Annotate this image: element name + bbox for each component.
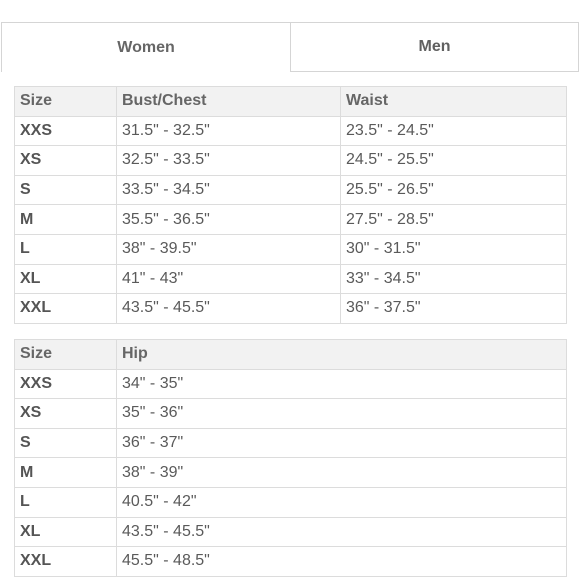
size-cell: XL — [15, 264, 117, 294]
table-row — [15, 369, 567, 399]
table-row — [15, 116, 567, 146]
tab-men[interactable]: Men — [291, 22, 579, 72]
hip-cell: 35" - 36" — [117, 399, 567, 429]
size-cell: S — [15, 175, 117, 205]
header-size: Size — [15, 87, 117, 117]
hip-cell: 43.5" - 45.5" — [117, 517, 567, 547]
table-row — [15, 175, 567, 205]
header-hip: Hip — [117, 340, 567, 370]
waist-cell: 36" - 37.5" — [341, 294, 567, 324]
table-row — [15, 294, 567, 324]
tab-women[interactable]: Women — [1, 22, 291, 72]
header-size: Size — [15, 340, 117, 370]
table-row — [15, 547, 567, 577]
table-header-row — [15, 340, 567, 370]
bust-cell: 31.5" - 32.5" — [117, 116, 341, 146]
size-cell: L — [15, 234, 117, 264]
size-cell: XXS — [15, 369, 117, 399]
table-row — [15, 458, 567, 488]
waist-cell: 33" - 34.5" — [341, 264, 567, 294]
size-cell: XXS — [15, 116, 117, 146]
bust-cell: 33.5" - 34.5" — [117, 175, 341, 205]
table-row — [15, 517, 567, 547]
waist-cell: 30" - 31.5" — [341, 234, 567, 264]
size-cell: XXL — [15, 547, 117, 577]
bust-cell: 43.5" - 45.5" — [117, 294, 341, 324]
size-cell: XS — [15, 146, 117, 176]
waist-cell: 23.5" - 24.5" — [341, 116, 567, 146]
size-cell: XL — [15, 517, 117, 547]
size-cell: M — [15, 458, 117, 488]
bust-cell: 38" - 39.5" — [117, 234, 341, 264]
table-row — [15, 146, 567, 176]
table-row — [15, 428, 567, 458]
table-header-row — [15, 87, 567, 117]
size-cell: S — [15, 428, 117, 458]
hip-cell: 36" - 37" — [117, 428, 567, 458]
hip-cell: 38" - 39" — [117, 458, 567, 488]
hip-size-table — [14, 339, 567, 577]
hip-cell: 45.5" - 48.5" — [117, 547, 567, 577]
waist-cell: 25.5" - 26.5" — [341, 175, 567, 205]
header-waist: Waist — [341, 87, 567, 117]
table-row — [15, 487, 567, 517]
waist-cell: 27.5" - 28.5" — [341, 205, 567, 235]
bust-cell: 32.5" - 33.5" — [117, 146, 341, 176]
bust-cell: 35.5" - 36.5" — [117, 205, 341, 235]
size-cell: M — [15, 205, 117, 235]
size-cell: L — [15, 487, 117, 517]
gender-tabs — [0, 22, 580, 72]
waist-cell: 24.5" - 25.5" — [341, 146, 567, 176]
table-row — [15, 264, 567, 294]
header-bust-chest: Bust/Chest — [117, 87, 341, 117]
table-row — [15, 234, 567, 264]
bust-waist-size-table — [14, 86, 567, 324]
size-cell: XXL — [15, 294, 117, 324]
hip-cell: 40.5" - 42" — [117, 487, 567, 517]
table-row — [15, 399, 567, 429]
size-cell: XS — [15, 399, 117, 429]
bust-cell: 41" - 43" — [117, 264, 341, 294]
table-row — [15, 205, 567, 235]
hip-cell: 34" - 35" — [117, 369, 567, 399]
